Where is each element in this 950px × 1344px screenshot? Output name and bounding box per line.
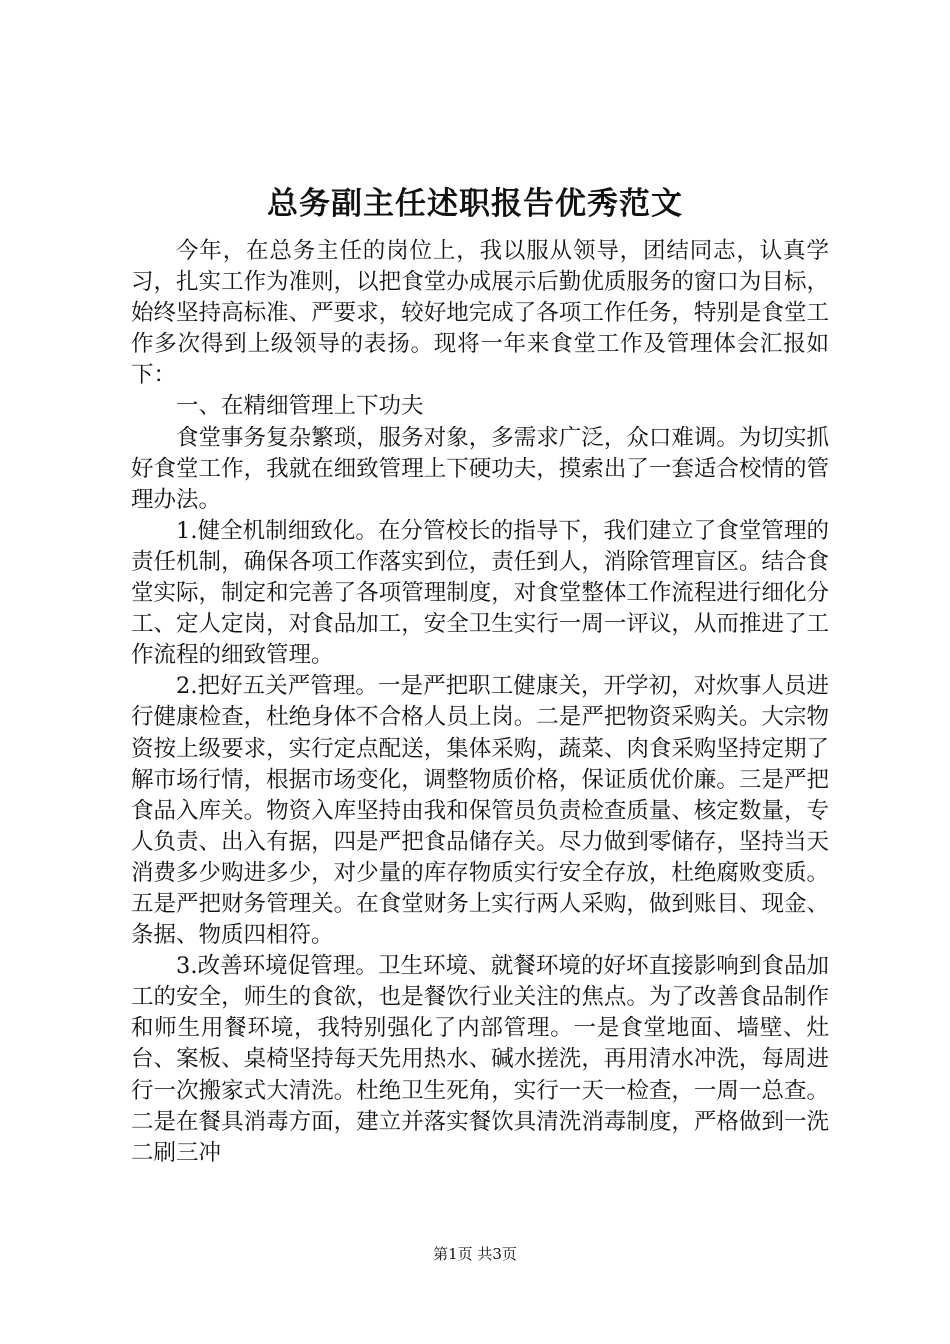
page-footer: 第1页 共3页: [433, 1245, 517, 1263]
document-title: 总务副主任述职报告优秀范文: [267, 186, 683, 222]
document-body: [131, 236, 829, 1169]
paragraph-item-1: 1.健全机制细致化。在分管校长的指导下，我们建立了食堂管理的责任机制，确保各项工作落实到位，责任到人，消除管理盲区。结合食堂实际，制定和完善了各项管理制度，对食堂整体工作流程进行细化分工、定人定岗，对食品加工，安全卫生实行一周一评议，从而推进了工作流程的细致管理。: [131, 517, 829, 669]
section-heading: 一、在精细管理上下功夫: [176, 393, 424, 420]
paragraph-item-3: 3.改善环境促管理。卫生环境、就餐环境的好坏直接影响到食品加工的安全，师生的食欲，也是餐饮行业关注的焦点。为了改善食品制作和师生用餐环境，我特别强化了内部管理。一是食堂地面、墙壁、灶台、案板、桌椅坚持每天先用热水、碱水搓洗，再用清水冲洗，每周进行一次搬家式大清洗。杜绝卫生死角，实行一天一检查，一周一总查。二是在餐具消毒方面，建立并落实餐饮具清洗消毒制度，严格做到一洗二刷三冲: [131, 953, 829, 1166]
paragraph-item-2: 2.把好五关严管理。一是严把职工健康关，开学初，对炊事人员进行健康检查，杜绝身体不合格人员上岗。二是严把物资采购关。大宗物资按上级要求，实行定点配送，集体采购，蔬菜、肉食采购坚持定期了解市场行情，根据市场变化，调整物质价格，保证质优价廉。三是严把食品入库关。物资入库坚持由我和保管员负责检查质量、核定数量，专人负责、出入有据，四是严把食品储存关。尽力做到零储存，坚持当天消费多少购进多少，对少量的库存物质实行安全存放，杜绝腐败变质。五是严把财务管理关。在食堂财务上实行两人采购，做到账目、现金、条据、物质四相符。: [131, 673, 829, 949]
paragraph-section-intro: 食堂事务复杂繁琐，服务对象，多需求广泛，众口难调。为切实抓好食堂工作，我就在细致管理上下硬功夫，摸索出了一套适合校情的管理办法。: [131, 424, 829, 513]
paragraph-intro: 今年，在总务主任的岗位上，我以服从领导，团结同志，认真学习，扎实工作为准则，以把食堂办成展示后勤优质服务的窗口为目标，始终坚持高标准、严要求，较好地完成了各项工作任务，特别是食堂工作多次得到上级领导的表扬。现将一年来食堂工作及管理体会汇报如下：: [131, 238, 829, 389]
